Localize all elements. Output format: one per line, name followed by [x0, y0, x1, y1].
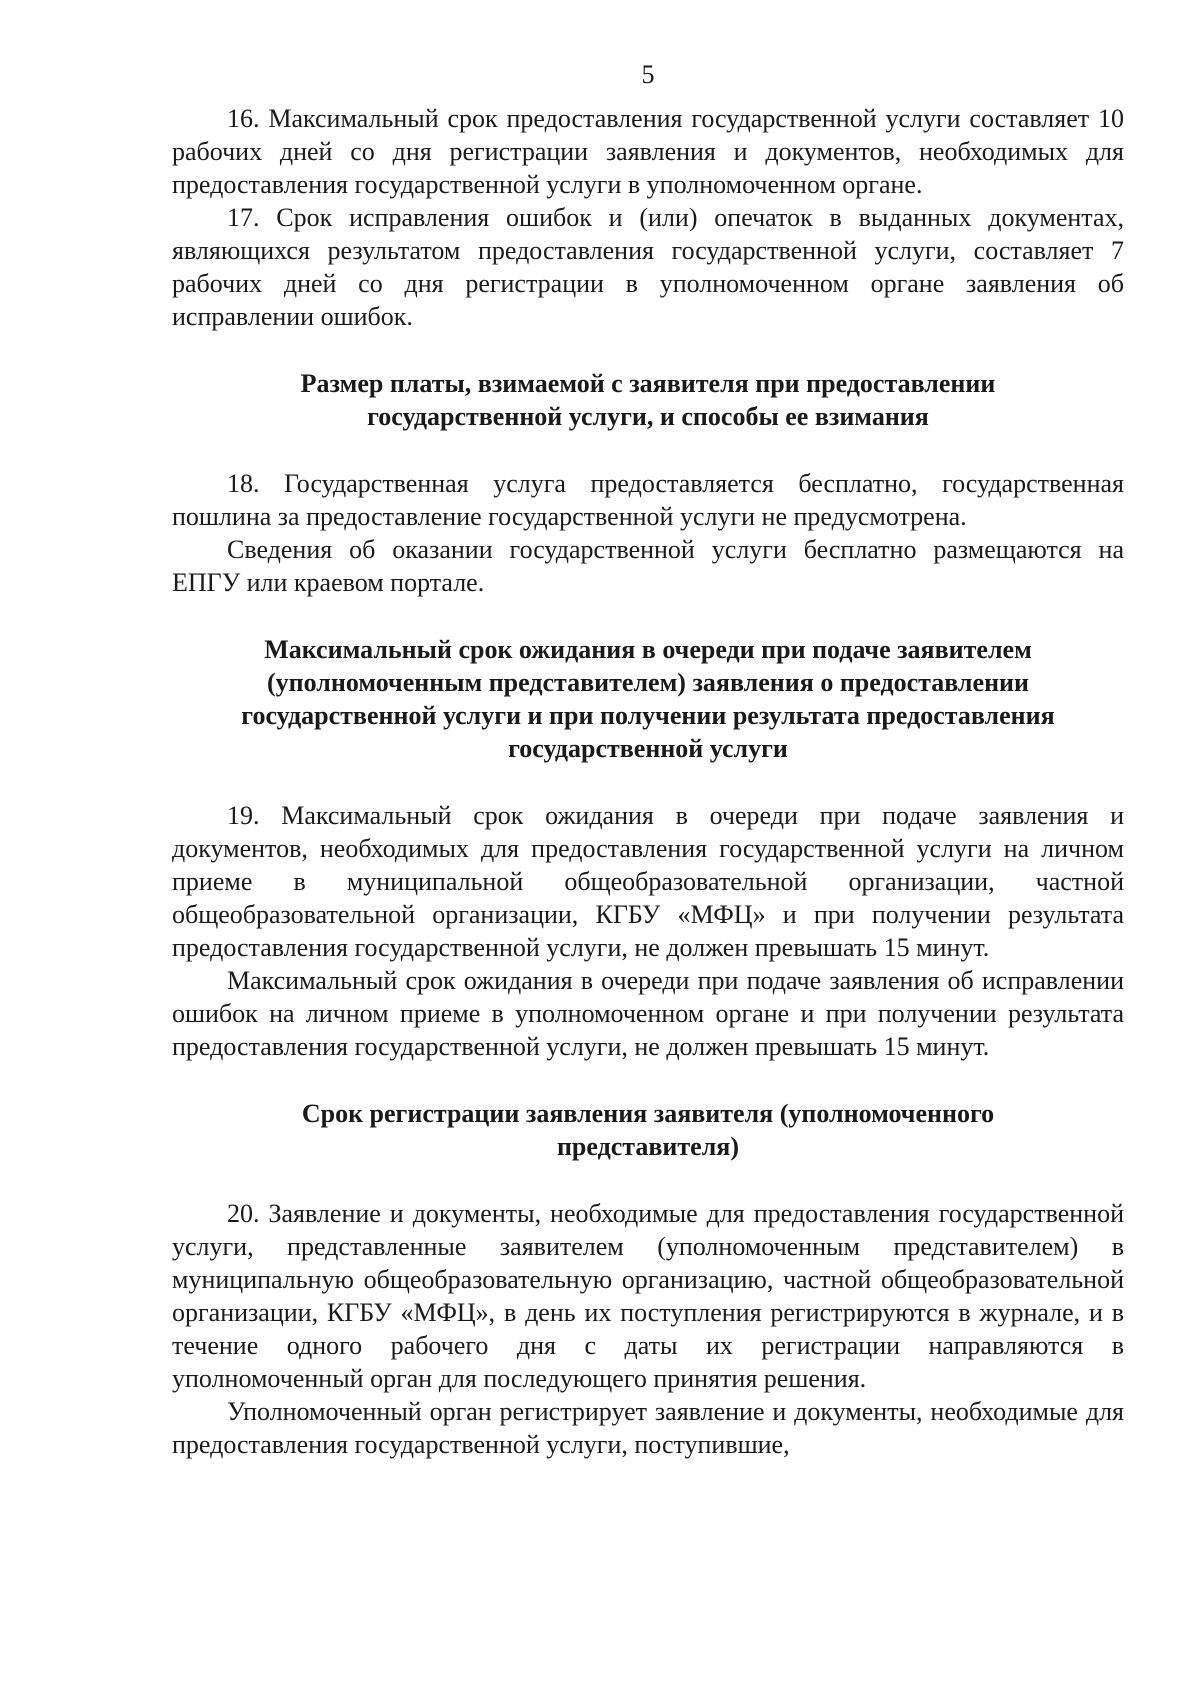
paragraph-authority-registers: Уполномоченный орган регистрирует заявление и документы, необходимые для предоставления государственной услуги, поступившие,: [172, 1397, 1124, 1459]
page-number: 5: [641, 60, 655, 89]
paragraph-18: 18. Государственная услуга предоставляется бесплатно, государственная пошлина за предоставление государственной услуги не предусмотрена.: [172, 469, 1124, 531]
paragraph-queue-wait-corrections: Максимальный срок ожидания в очереди при подаче заявления об исправлении ошибок на личном приеме в уполномоченном органе и при получении результата предоставления государственной услуги, не должен превышать 15 минут.: [172, 966, 1124, 1061]
paragraph-17: 17. Срок исправления ошибок и (или) опечаток в выданных документах, являющихся результатом предоставления государственной услуги, составляет 7 рабочих дней со дня регистрации в уполномоченном органе заявления об исправлении ошибок.: [172, 203, 1124, 331]
paragraph-16: 16. Максимальный срок предоставления государственной услуги составляет 10 рабочих дней со дня регистрации заявления и документов, необходимых для предоставления государственной услуги в уполномоченном органе.: [172, 104, 1124, 199]
paragraph-19: 19. Максимальный срок ожидания в очереди при подаче заявления и документов, необходимых для предоставления государственной услуги на личном приеме в муниципальной общеобразовательной организации, частной общеобразовательной организации, КГБУ «МФЦ» и при получении результата предоставления государственной услуги, не должен превышать 15 минут.: [172, 801, 1124, 962]
section-heading-registration-term: Срок регистрации заявления заявителя (уполномоченного представителя): [301, 1099, 995, 1161]
section-heading-fee: Размер платы, взимаемой с заявителя при предоставлении государственной услуги, и способы ее взимания: [300, 369, 996, 431]
paragraph-20: 20. Заявление и документы, необходимые для предоставления государственной услуги, представленные заявителем (уполномоченным представителем) в муниципальную общеобразовательную организацию, частной общеобразовательной организации, КГБУ «МФЦ», в день их поступления регистрируются в журнале, и в течение одного рабочего дня с даты их регистрации направляются в уполномоченный орган для последующего принятия решения.: [172, 1199, 1124, 1393]
section-heading-queue-wait: Максимальный срок ожидания в очереди при подаче заявителем (уполномоченным представителем) заявления о предоставлении государственной услуги и при получении результата предоставления государственной услуги: [241, 635, 1055, 763]
paragraph-free-service-info: Сведения об оказании государственной услуги бесплатно размещаются на ЕПГУ или краевом портале.: [172, 535, 1124, 597]
document-body: [172, 102, 1124, 1461]
